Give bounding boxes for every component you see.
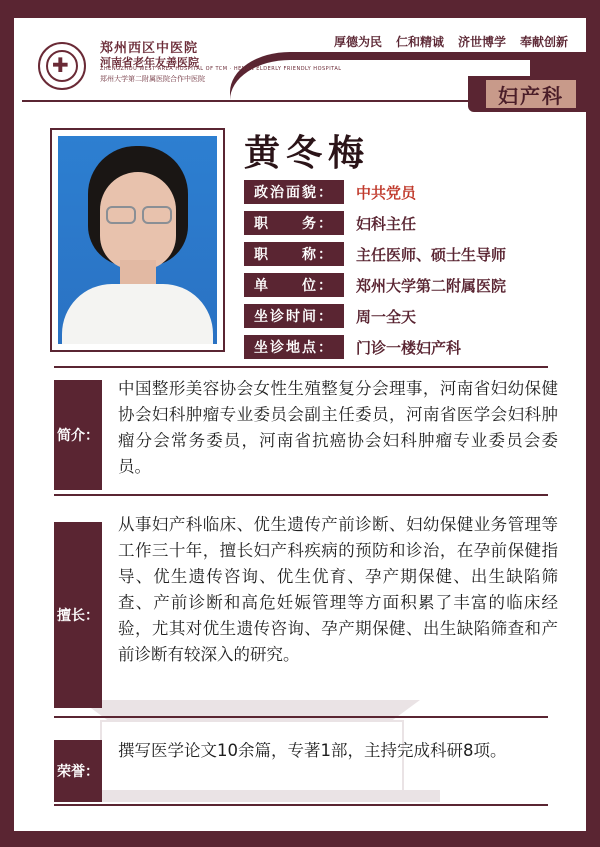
- motto-item: 奉献创新: [520, 35, 569, 49]
- hospital-name: 郑州西区中医院: [100, 41, 199, 56]
- info-value: 主任医师、硕士生导师: [356, 245, 507, 264]
- info-row-unit: [244, 273, 506, 297]
- info-value: 门诊一楼妇产科: [356, 338, 462, 357]
- info-value: 郑州大学第二附属医院: [356, 276, 507, 295]
- hospital-name-english: ZHENGZHOU WEST AREA HOSPITAL OF TCM · HENAN ELDERLY FRIENDLY HOSPITAL: [100, 66, 342, 72]
- info-key: 职 务：: [244, 211, 344, 235]
- motto-item: 厚德为民: [334, 35, 383, 49]
- info-row-political: [244, 180, 416, 204]
- info-key: 坐诊时间：: [244, 304, 344, 328]
- info-key: 坐诊地点：: [244, 335, 344, 359]
- doctor-photo: [58, 136, 217, 344]
- info-row-position: [244, 211, 416, 235]
- motto-item: 仁和精诚: [396, 35, 445, 49]
- info-key: 职 称：: [244, 242, 344, 266]
- doctor-name: 黄冬梅: [244, 132, 371, 174]
- intro-text: 中国整形美容协会女性生殖整复分会理事，河南省妇幼保健协会妇科肿瘤专业委员会副主任委员，河南省医学会妇科肿瘤分会常务委员，河南省抗癌协会妇科肿瘤专业委员会委员。: [118, 379, 558, 476]
- info-value: 妇科主任: [356, 214, 417, 233]
- section-divider: [54, 494, 548, 496]
- info-row-location: [244, 335, 461, 359]
- intro-label: 简介：: [54, 380, 102, 490]
- hospital-name-secondary: 河南省老年友善医院: [100, 56, 199, 69]
- department-label: 妇产科: [486, 80, 576, 108]
- honors-label: 荣誉：: [54, 740, 102, 802]
- glasses-icon: [142, 206, 172, 224]
- hospital-logo-icon: [38, 42, 86, 90]
- header-divider: [22, 100, 468, 102]
- section-divider: [54, 716, 548, 718]
- photo-white-coat: [62, 284, 213, 344]
- expertise-text: 从事妇产科临床、优生遗传产前诊断、妇幼保健业务管理等工作三十年，擅长妇产科疾病的预防和诊治，在孕前保健指导、优生遗传咨询、优生优育、孕产期保健、出生缺陷筛查、产前诊断和高危妊娠管理等方面积累了丰富的临床经验，尤其对优生遗传咨询、孕产期保健、出生缺陷筛查和产前诊断有较深入的研究。: [118, 515, 558, 664]
- section-divider: [54, 804, 548, 806]
- info-key: 政治面貌：: [244, 180, 344, 204]
- motto-item: 济世博学: [458, 35, 507, 49]
- info-value: 周一全天: [356, 307, 417, 326]
- info-row-title: [244, 242, 506, 266]
- expertise-label: 擅长：: [54, 522, 102, 708]
- hospital-motto: [334, 33, 568, 50]
- watermark-base: [60, 790, 440, 802]
- info-key: 单 位：: [244, 273, 344, 297]
- info-row-schedule: [244, 304, 416, 328]
- honors-text: 撰写医学论文10余篇，专著1部，主持完成科研8项。: [118, 741, 507, 760]
- section-divider: [54, 366, 548, 368]
- glasses-icon: [106, 206, 136, 224]
- info-value: 中共党员: [356, 183, 417, 202]
- hospital-partnership: 郑州大学第二附属医院合作中医院: [100, 75, 205, 83]
